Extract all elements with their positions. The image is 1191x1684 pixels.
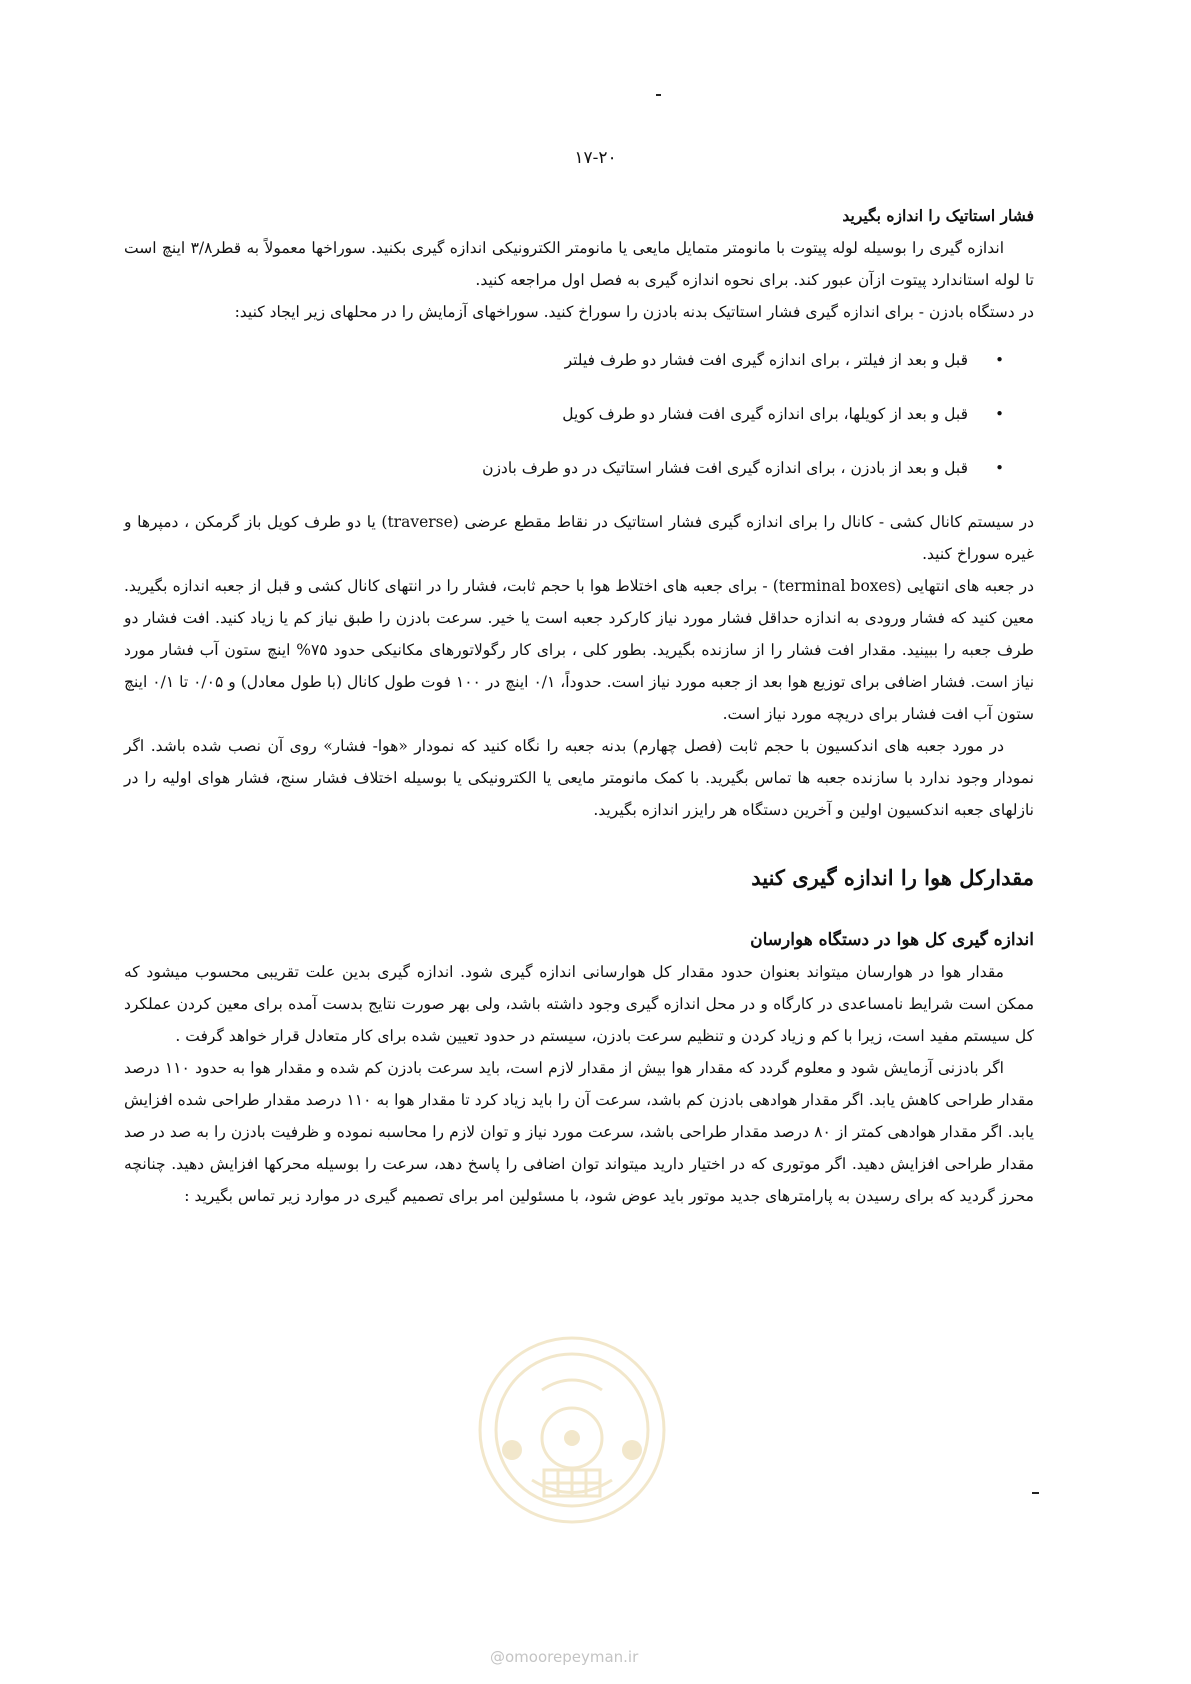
section-heading-static-pressure: فشار استاتیک را اندازه بگیرید [842,206,1034,225]
page-body [124,200,1034,1212]
bullet-icon: • [995,405,1004,423]
list-item-text: قبل و بعد از بادزن ، برای اندازه گیری افت فشار استاتیک در دو طرف بادزن [482,459,968,477]
paragraph-induction-boxes: در مورد جعبه های اندکسیون با حجم ثابت (فصل چهارم) بدنه جعبه را نگاه کنید که نمودار «هوا- فشار» روی آن نصب شده باشد. اگر نمودار وجود ندارد با سازنده جعبه ها تماس بگیرید. با کمک مانومتر مایعی یا الکترونیکی یا بوسیله اختلاف فشار سنج، فشار هوای اولیه را در نازلهای جعبه اندکسیون اولین و آخرین دستگاه هر رایزر اندازه بگیرید. [124,737,1034,819]
bullet-icon: • [995,351,1004,369]
site-watermark-text: @omoorepeyman.ir [490,1648,639,1666]
list-item [124,452,1004,484]
list-item-text: قبل و بعد از کویلها، برای اندازه گیری افت فشار دو طرف کویل [562,405,968,423]
scan-speck [1032,1492,1039,1494]
paragraph-fan-unit: در دستگاه بادزن - برای اندازه گیری فشار استاتیک بدنه بادزن را سوراخ کنید. سوراخهای آزمایش را در محلهای زیر ایجاد کنید: [234,303,1034,321]
paragraph-terminal-boxes: در جعبه های انتهایی (terminal boxes) - برای جعبه های اختلاط هوا با حجم ثابت، فشار را در انتهای کانال کشی و قبل از جعبه اندازه بگیرید. معین کنید که فشار ورودی به اندازه حداقل فشار مورد نیاز کارکرد جعبه است یا خیر. سرعت بادزن را طبق نیاز کم یا زیاد کنید. افت فشار دو طرف جعبه را ببینید. مقدار افت فشار را از سازنده بگیرید. بطور کلی ، برای کار رگولاتورهای مکانیکی حدود ۷۵% اینچ ستون آب فشار مورد نیاز است. فشار اضافی برای توزیع هوا بعد از جعبه مورد نیاز است. حدوداً، ۰/۱ اینچ در ۱۰۰ فوت طول کانال (با طول معادل) و ۰/۰۵ تا ۰/۱ اینچ ستون آب افت فشار برای دریچه مورد نیاز است. [124,577,1035,723]
subsection-heading-ahu: اندازه گیری کل هوا در دستگاه هوارسان [750,930,1034,950]
list-item [124,398,1004,430]
paragraph-pitot-measurement: اندازه گیری را بوسیله لوله پیتوت با مانومتر متمایل مایعی یا مانومتر الکترونیکی اندازه گیری بکنید. سوراخها معمولاً به قطر۳/۸ اینچ است تا لوله استاندارد پیتوت ازآن عبور کند. برای نحوه اندازه گیری به فصل اول مراجعه کنید. [124,239,1034,289]
seal-watermark-icon [472,1330,672,1530]
paragraph-fan-adjustment: اگر بادزنی آزمایش شود و معلوم گردد که مقدار هوا بیش از مقدار لازم است، باید سرعت بادزن کم شده و مقدار هوا به حدود ۱۱۰ درصد مقدار طراحی کاهش یابد. اگر مقدار هوادهی بادزن کم باشد، سرعت آن را باید زیاد کرد تا مقدار هوا به ۱۱۰ درصد مقدار طراحی شده افزایش یابد. اگر مقدار هوادهی کمتر از ۸۰ درصد مقدار طراحی باشد، سرعت مورد نیاز و توان لازم را محاسبه نموده و ظرفیت بادزن را به صد در صد مقدار طراحی افزایش دهید. اگر موتوری که در اختیار دارید میتواند توان اضافی را پاسخ دهد، سرعت را بوسیله محرکها افزایش دهید. چنانچه محرز گردید که برای رسیدن به پارامترهای جدید موتور باید عوض شود، با مسئولین امر برای تصمیم گیری در موارد زیر تماس بگیرید : [124,1059,1034,1205]
scan-speck [656,94,661,96]
paragraph-duct-system: در سیستم کانال کشی - کانال را برای اندازه گیری فشار استاتیک در نقاط مقطع عرضی (traverse) یا دو طرف کویل باز گرمکن ، دمپرها و غیره سوراخ کنید. [124,513,1034,563]
bullet-icon: • [995,459,1004,477]
test-hole-locations-list [124,344,1034,484]
page-number: ۱۷-۲۰ [574,148,617,168]
list-item [124,344,1004,376]
list-item-text: قبل و بعد از فیلتر ، برای اندازه گیری افت فشار دو طرف فیلتر [564,351,968,369]
section-title-total-air: مقدارکل هوا را اندازه گیری کنید [751,865,1034,890]
paragraph-ahu-airflow: مقدار هوا در هوارسان میتواند بعنوان حدود مقدار کل هوارسانی اندازه گیری شود. اندازه گیری بدین علت تقریبی محسوب میشود که ممکن است شرایط نامساعدی در کارگاه و در محل اندازه گیری وجود داشته باشد، ولی بهر صورت نتایج بدست آمده برای معین کردن عملکرد کل سیستم مفید است، زیرا با کم و زیاد کردن و تنظیم سرعت بادزن، سیستم در حدود تعیین شده برای کار متعادل قرار خواهد گرفت . [124,963,1034,1045]
